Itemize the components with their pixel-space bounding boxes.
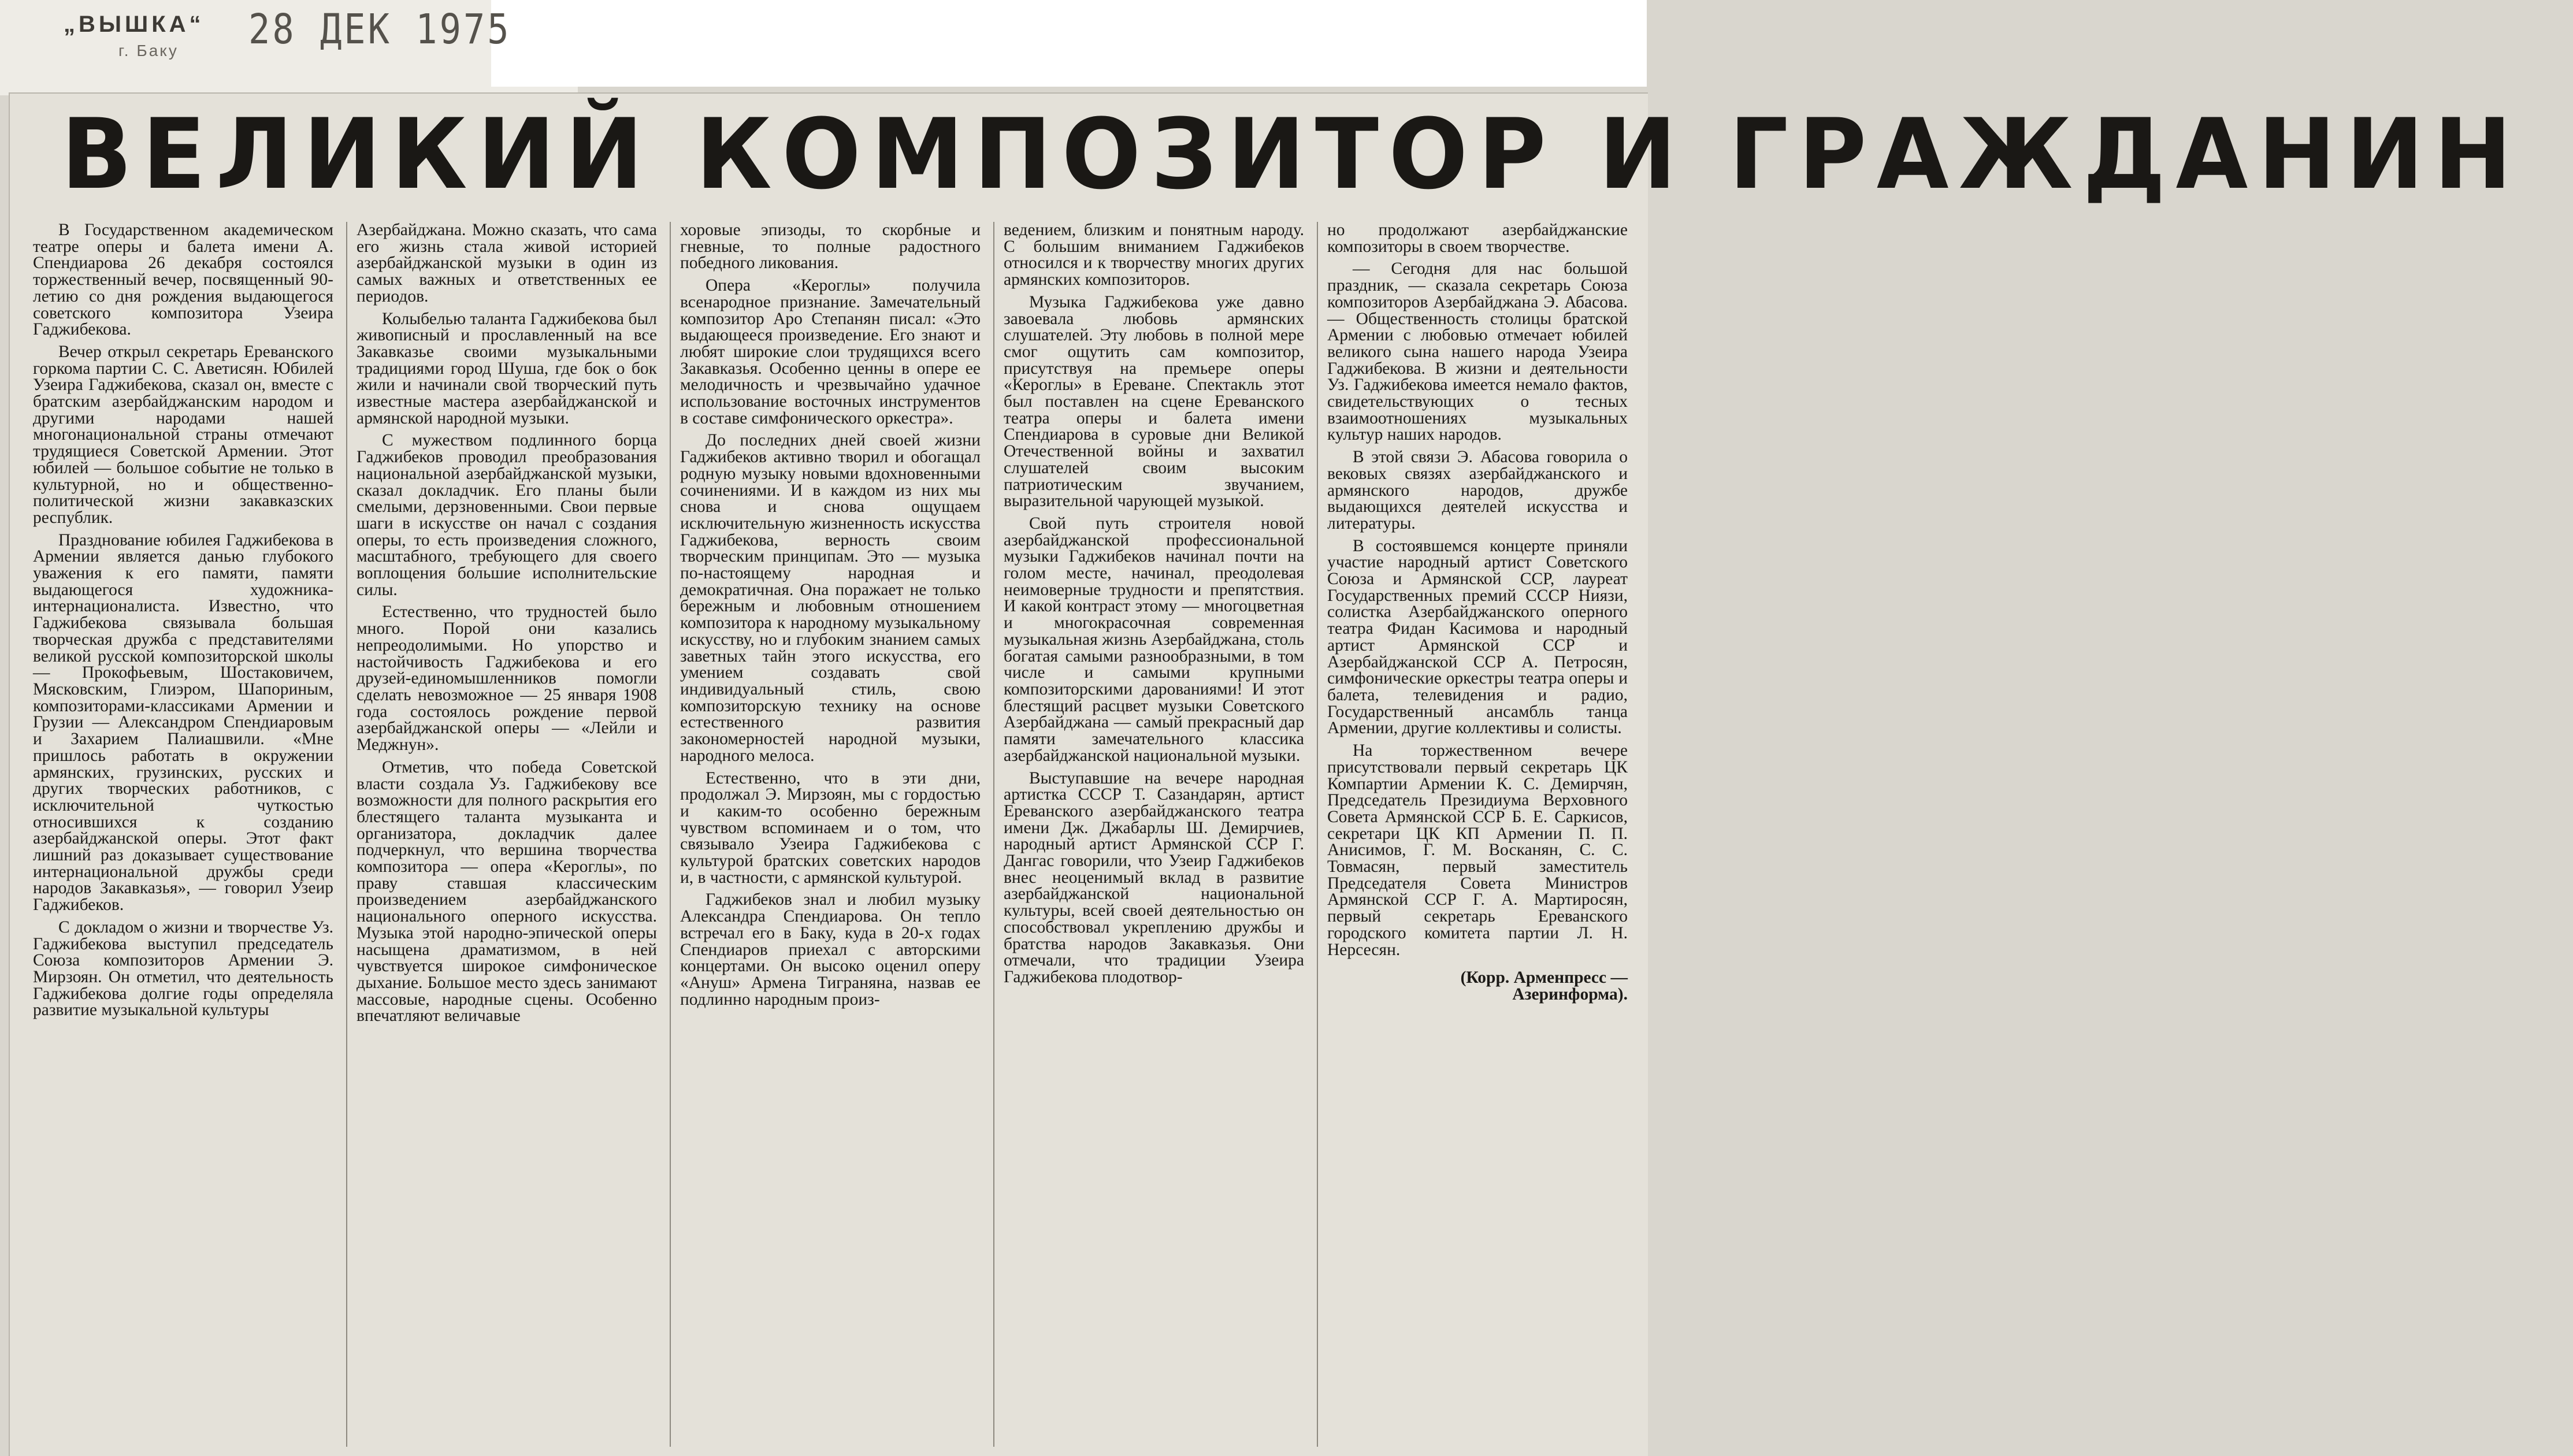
newspaper-clipping [9,92,2522,1456]
column-1 [33,222,333,1453]
article-columns [10,222,1648,1456]
stamp-date: 28 ДЕК 1975 [248,5,511,54]
article-signature: (Корр. Арменпресс — Азеринформа). [1460,968,1628,1004]
stamp-newspaper-name: „ВЫШКА“ [64,12,205,37]
article-paragraph: Свой путь строителя новой азербайджанской профессиональной музыки Гаджибеков начинал почти на голом месте, начинал, преодолевая неимоверные трудности и препятствия. И какой контраст этому — многоцветная и многокрасочная современная музыкальная жизнь Азербайджана, столь богатая самыми разнообразными, в том числе и самыми крупными композиторскими дарованиями! И этот блестящий расцвет музыки Советского Азербайджана — самый прекрасный дар памяти замечательного классика азербайджанской национальной музыки. [1004,514,1304,765]
column-divider [993,222,994,1447]
column-2 [357,222,657,1453]
column-divider [670,222,671,1447]
article-paragraph: Азербайджана. Можно сказать, что сама его жизнь стала живой историей азербайджанской музыки в один из самых важных и ответственных ее периодов. [357,221,657,306]
column-3 [680,222,981,1453]
column-divider [346,222,347,1447]
page-margin [491,0,1647,87]
article-paragraph: До последних дней своей жизни Гаджибеков активно творил и обогащал родную музыку новыми вдохновенными сочинениями. И в каждом из них мы снова и снова ощущаем исключительную жизненность искусства Гаджибекова, верность своим творческим принципам. Это — музыка по-настоящему народная и демократичная. Она поражает не только бережным и любовным отношением композитора к народному музыкальному искусству, но и глубоким знанием самых заветных тайн этого искусства, его умением создавать свой индивидуальный стиль, свою композиторскую технику на основе естественного развития закономерностей народной музыки, народного мелоса. [680,431,981,765]
column-divider [1317,222,1318,1447]
article-paragraph: В Государственном академическом театре оперы и балета имени А. Спендиарова 26 декабря состоялся торжественный вечер, посвященный 90-летию со дня рождения выдающегося советского композитора Узеира Гаджибекова. [33,221,333,339]
article-paragraph: ведением, близким и понятным народу. С большим вниманием Гаджибеков относился и к творчеству многих других армянских композиторов. [1004,221,1304,289]
article-paragraph: Опера «Кероглы» получила всенародное признание. Замечательный композитор Аро Степанян писал: «Это выдающееся произведение. Его знают и любят широкие слои трудящихся всего Закавказья. Особенно ценны в опере ее мелодичность и чрезвычайно удачное использование восточных инструментов в составе симфонического оркестра». [680,276,981,428]
article-paragraph: — Сегодня для нас большой праздник, — сказала секретарь Союза композиторов Азербайджана Э. Абасова. — Общественность столицы братской Армении с любовью отмечает юбилей великого сына нашего народа Узеира Гаджибекова. В жизни и деятельности Уз. Гаджибекова имеется немало фактов, свидетельствующих о тесных взаимоотношениях музыкальных культур наших народов. [1327,259,1628,444]
article-paragraph: С докладом о жизни и творчестве Уз. Гаджибекова выступил председатель Союза композиторов Армении Э. Мирзоян. Он отметил, что деятельность Гаджибекова долгие годы определяла развитие музыкальной культуры [33,918,333,1020]
article-paragraph: В состоявшемся концерте приняли участие народный артист Советского Союза и Армянской ССР, лауреат Государственных премий СССР Ниязи, солистка Азербайджанского оперного театра Фидан Касимова и народный артист Армянской ССР и Азербайджанской ССР А. Петросян, симфонические оркестры театра оперы и балета, телевидения и радио, Государственный ансамбль танца Армении, другие коллективы и солисты. [1327,536,1628,738]
article-paragraph: В этой связи Э. Абасова говорила о вековых связях азербайджанского и армянского народов, дружбе выдающихся деятелей искусства и литературы. [1327,448,1628,533]
column-5 [1327,222,1628,1453]
article-paragraph: Колыбелью таланта Гаджибекова был живописный и прославленный на все Закавказье своими музыкальными традициями город Шуша, где бок о бок жили и начинали свой творческий путь известные мастера азербайджанской и армянской народной музыки. [357,309,657,428]
article-paragraph: На торжественном вечере присутствовали первый секретарь ЦК Компартии Армении К. С. Демирчян, Председатель Президиума Верховного Совета Армянской ССР Б. Е. Саркисов, секретари ЦК КП Армении П. П. Анисимов, Г. М. Восканян, С. С. Товмасян, первый заместитель Председателя Совета Министров Армянской ССР Г. А. Мартиросян, первый секретарь Ереванского городского комитета партии Л. Н. Нерсесян. [1327,741,1628,959]
article-paragraph: хоровые эпизоды, то скорбные и гневные, то полные радостного победного ликования. [680,221,981,273]
article-headline: ВЕЛИКИЙ КОМПОЗИТОР И ГРАЖДАНИН [61,98,2522,211]
column-4 [1004,222,1304,1453]
article-paragraph: С мужеством подлинного борца Гаджибеков проводил преобразования национальной азербайджанской музыки, сказал докладчик. Его планы были смелыми, дерзновенными. Свои первые шаги в искусстве он начал с создания оперы, то есть произведения сложного, масштабного, требующего для своего воплощения большие исполнительские силы. [357,431,657,599]
article-paragraph: Музыка Гаджибекова уже давно завоевала любовь армянских слушателей. Эту любовь в полной мере смог ощутить сам композитор, присутствуя на премьере оперы «Кероглы» в Ереване. Спектакль этот был поставлен на сцене Ереванского театра оперы и балета имени Спендиарова в суровые дни Великой Отечественной войны и захватил слушателей своим высоким патриотическим звучанием, выразительной чарующей музыкой. [1004,292,1304,511]
article-paragraph: Празднование юбилея Гаджибекова в Армении является данью глубокого уважения к его памяти, памяти выдающегося художника-интернационалиста. Известно, что Гаджибекова связывала большая творческая дружба с представителями великой русской композиторской школы — Прокофьевым, Шостаковичем, Мясковским, Глиэром, Шапориным, композиторами-классиками Армении и Грузии — Александром Спендиаровым и Захарием Палиашвили. «Мне пришлось работать в окружении армянских, грузинских, русских и других творческих работников, с исключительной чуткостью относившихся к созданию азербайджанской оперы. Этот факт лишний раз доказывает существование интернациональной дружбы среди народов Закавказья», — говорил Узеир Гаджибеков. [33,530,333,915]
article-paragraph: Выступавшие на вечере народная артистка СССР Т. Сазандарян, артист Ереванского азербайджанского театра имени Дж. Джабарлы Ш. Демирчиев, народный артист Армянской ССР Г. Дангас говорили, что Узеир Гаджибеков внес неоценимый вклад в развитие азербайджанской национальной культуры, всей своей деятельностью он способствовал укреплению дружбы и братства народов Закавказья. Они отмечали, что традиции Узеира Гаджибекова плодотвор- [1004,768,1304,986]
article-paragraph: Естественно, что в эти дни, продолжал Э. Мирзоян, мы с гордостью и каким-то особенно бережным чувством вспоминаем и о том, что связывало Узеира Гаджибекова с культурой братских советских народов и, в частности, с армянской культурой. [680,768,981,887]
article-paragraph: Отметив, что победа Советской власти создала Уз. Гаджибекову все возможности для полного раскрытия его блестящего таланта музыканта и организатора, докладчик далее подчеркнул, что вершина творчества композитора — опера «Кероглы», по праву ставшая классическим произведением азербайджанского национального оперного искусства. Музыка этой народно-эпической оперы насыщена драматизмом, в ней чувствуется широкое симфоническое дыхание. Большое место здесь занимают массовые, народные сцены. Особенно впечатляют величавые [357,757,657,1026]
article-paragraph: Гаджибеков знал и любил музыку Александра Спендиарова. Он тепло встречал его в Баку, куда в 20-х годах Спендиаров приехал с авторскими концертами. Он высоко оценил оперу «Ануш» Армена Тиграняна, назвав ее подлинно народным произ- [680,890,981,1009]
stamp-city: г. Баку [118,42,179,60]
article-paragraph: Вечер открыл секретарь Ереванского горкома партии С. С. Аветисян. Юбилей Узеира Гаджибекова, сказал он, вместе с братским азербайджанским народом и другими народами нашей многонациональной страны отмечают трудящиеся Советской Армении. Этот юбилей — большое событие не только в культурной, но и общественно-политической жизни закавказских республик. [33,342,333,527]
article-paragraph: Естественно, что трудностей было много. Порой они казались непреодолимыми. Но упорство и настойчивость Гаджибекова и его друзей-единомышленников помогли сделать невозможное — 25 января 1908 года состоялось рождение первой азербайджанской оперы — «Лейли и Меджнун». [357,603,657,755]
headline-block [10,94,2522,215]
article-paragraph: но продолжают азербайджанские композиторы в своем творчестве. [1327,221,1628,256]
